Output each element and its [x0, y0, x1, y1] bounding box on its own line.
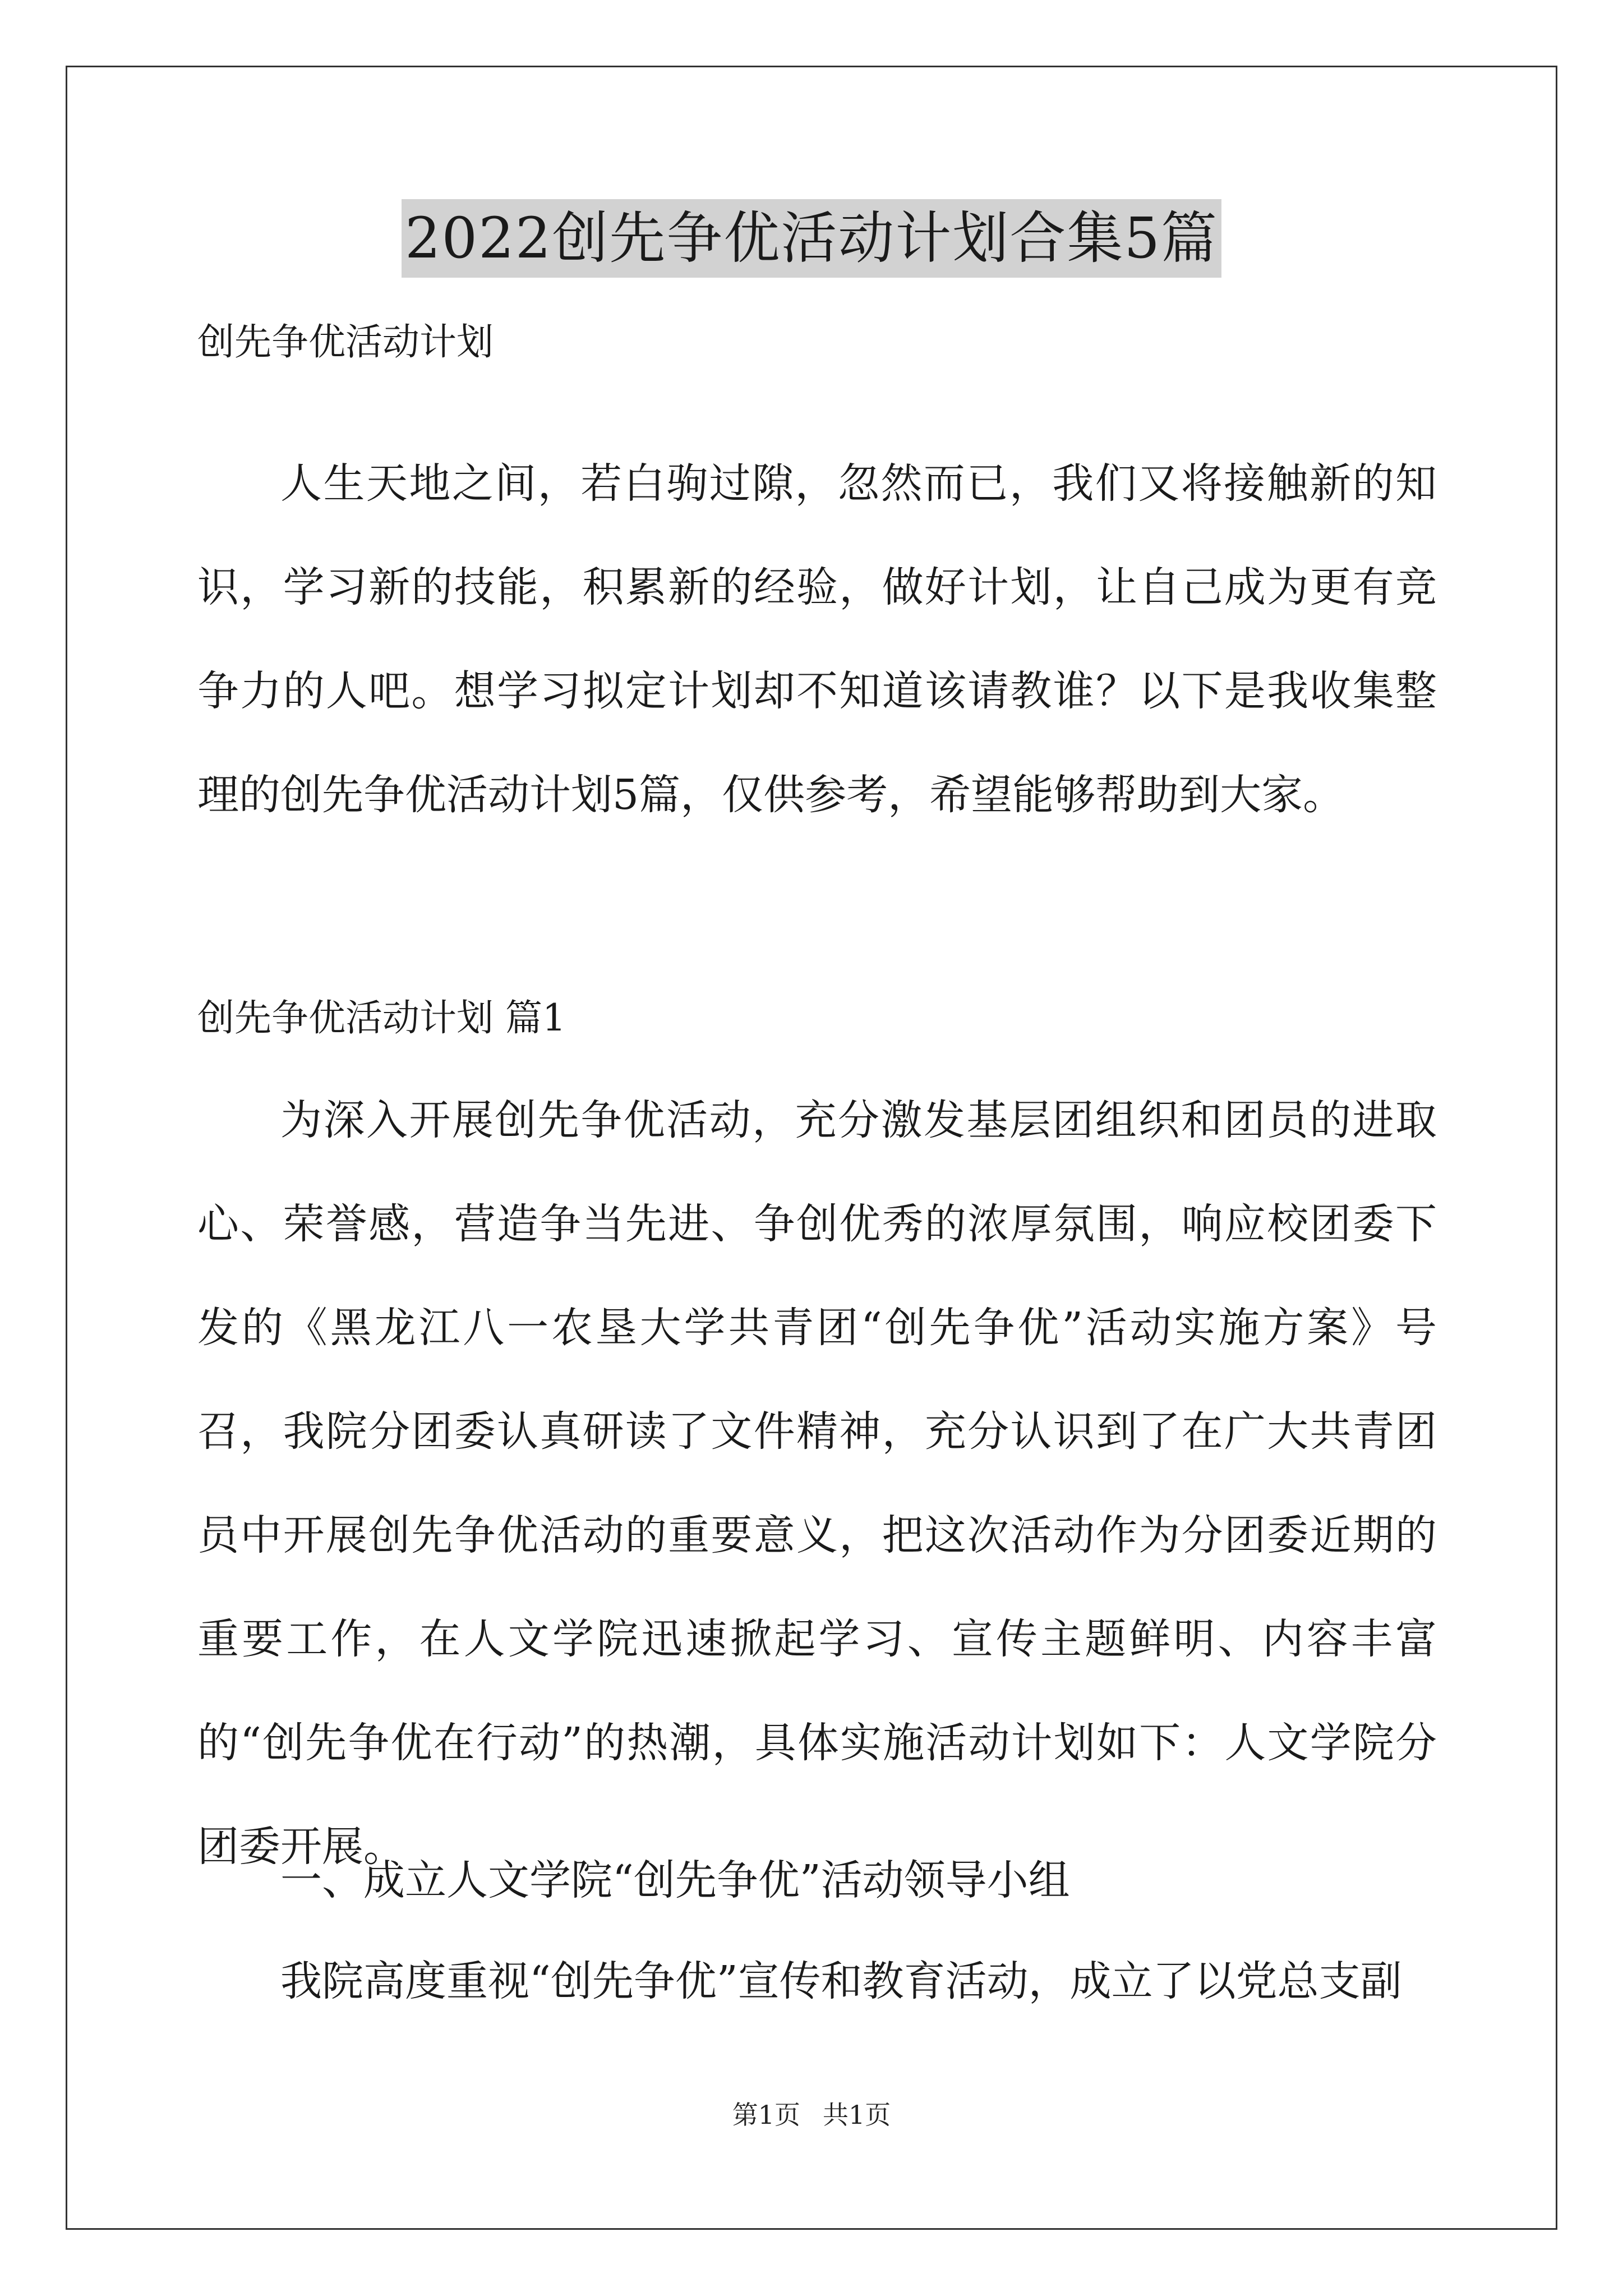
document-title: 2022创先争优活动计划合集5篇 [402, 199, 1221, 278]
subheading-leadership-group: 一、成立人文学院“创先争优”活动领导小组 [280, 1856, 1070, 1904]
title-container [0, 199, 1623, 278]
page-number: 第1页 [732, 2100, 800, 2130]
part1-paragraph: 为深入开展创先争优活动，充分激发基层团组织和团员的进取心、荣誉感，营造争当先进、争创优秀的浓厚氛围，响应校团委下发的《黑龙江八一农垦大学共青团“创先争优”活动实施方案》号召，我院分团委认真研读了文件精神，充分认识到了在广大共青团员中开展创先争优活动的重要意义，把这次活动作为分团委近期的重要工作，在人文学院迅速掀起学习、宣传主题鲜明、内容丰富的“创先争优在行动”的热潮，具体实施活动计划如下：人文学院分团委开展。 [197, 1096, 1437, 1871]
intro-paragraph: 人生天地之间，若白驹过隙，忽然而已，我们又将接触新的知识，学习新的技能，积累新的经验，做好计划，让自己成为更有竞争力的人吧。想学习拟定计划却不知道该请教谁？以下是我收集整理的创先争优活动计划5篇，仅供参考，希望能够帮助到大家。 [197, 459, 1437, 819]
part1-heading: 创先争优活动计划 篇1 [197, 996, 566, 1039]
last-paragraph: 我院高度重视“创先争优”宣传和教育活动，成立了以党总支副 [280, 1957, 1402, 2005]
section-heading: 创先争优活动计划 [197, 320, 494, 364]
page-total: 共1页 [823, 2100, 891, 2130]
page-footer [0, 2098, 1623, 2132]
